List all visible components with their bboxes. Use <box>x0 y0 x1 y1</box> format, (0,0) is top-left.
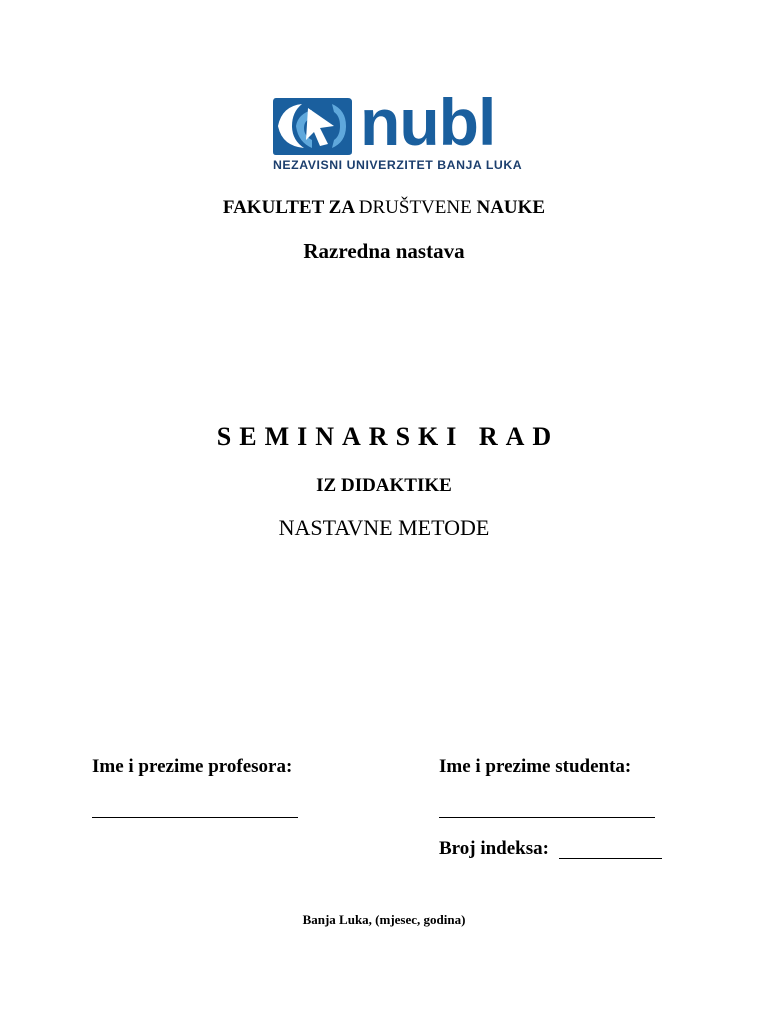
faculty-prefix: FAKULTET ZA <box>222 197 359 218</box>
logo-wordmark: nubl <box>360 85 496 159</box>
nubl-emblem-icon <box>272 96 354 156</box>
logo-tagline: NEZAVISNI UNIVERZITET BANJA LUKA <box>273 158 523 172</box>
department-name: Razredna nastava <box>303 239 465 263</box>
document-subject: IZ DIDAKTIKE <box>316 475 452 496</box>
university-logo <box>272 85 523 180</box>
place-date: Banja Luka, (mjesec, godina) <box>302 912 466 927</box>
faculty-suffix: NAUKE <box>471 197 546 218</box>
professor-name-blank <box>92 817 298 818</box>
index-number-label: Broj indeksa: <box>439 838 549 859</box>
index-number-blank <box>559 858 662 859</box>
document-topic: NASTAVNE METODE <box>278 515 490 540</box>
student-name-blank <box>439 817 655 818</box>
professor-label: Ime i prezime profesora: <box>92 756 293 777</box>
student-label: Ime i prezime studenta: <box>439 756 632 777</box>
faculty-name <box>0 197 768 219</box>
faculty-smallcaps: DRUŠTVENE <box>358 197 472 218</box>
document-title: SEMINARSKI RAD <box>216 422 560 451</box>
